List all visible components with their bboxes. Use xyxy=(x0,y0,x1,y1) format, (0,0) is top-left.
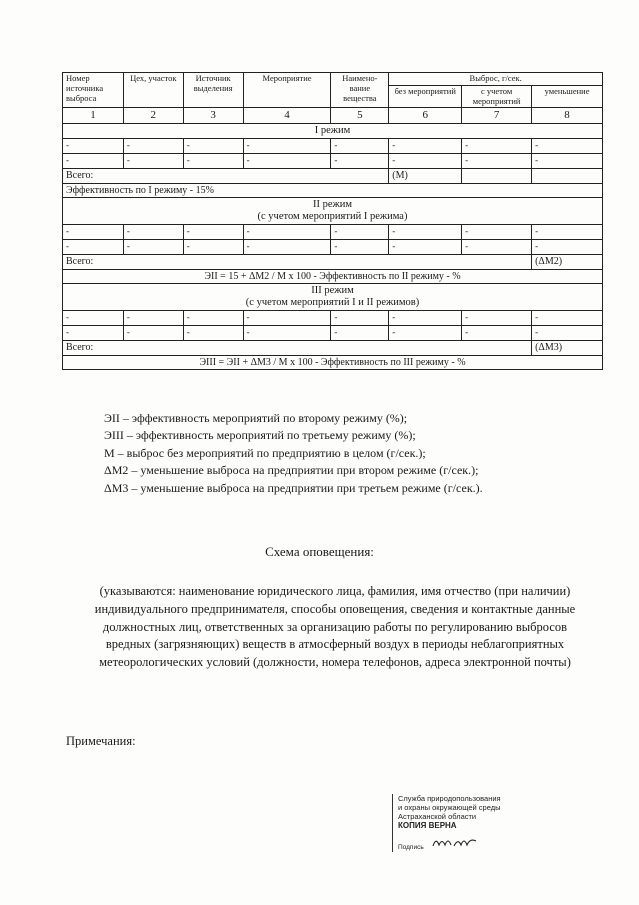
table-row xyxy=(63,311,603,326)
emissions-table xyxy=(62,72,603,370)
empty-cell: - xyxy=(63,154,124,169)
empty-cell: - xyxy=(183,326,243,341)
empty-cell: - xyxy=(63,225,124,240)
column-number: 5 xyxy=(331,108,389,124)
column-number: 2 xyxy=(123,108,183,124)
empty-cell: - xyxy=(123,225,183,240)
empty-cell: - xyxy=(243,240,331,255)
col-header-substance: Наимено-вание вещества xyxy=(331,73,389,108)
certification-stamp xyxy=(392,794,524,852)
table-row xyxy=(63,225,603,240)
col-header-workshop: Цех, участок xyxy=(123,73,183,108)
total-row xyxy=(63,255,603,270)
table-row xyxy=(63,240,603,255)
col-header-with-measures: с учетом мероприятий xyxy=(462,85,532,108)
col-header-measure: Мероприятие xyxy=(243,73,331,108)
mode2-subtitle: (с учетом мероприятий I режима) xyxy=(257,211,408,223)
total-row xyxy=(63,341,603,356)
mode2-heading xyxy=(63,198,603,225)
mode2-title: II режим xyxy=(312,199,353,210)
col-header-without-measures: без мероприятий xyxy=(389,85,462,108)
empty-cell: - xyxy=(243,139,331,154)
stamp-line: и охраны окружающей среды xyxy=(398,803,501,812)
empty-cell: - xyxy=(331,240,389,255)
empty-cell: - xyxy=(63,240,124,255)
mode2-formula: ЭII = 15 + ΔМ2 / М х 100 - Эффективность по II режиму - % xyxy=(63,269,603,284)
empty-cell: - xyxy=(389,240,462,255)
col-header-reduction: уменьшение xyxy=(532,85,603,108)
empty-cell: - xyxy=(389,154,462,169)
empty-cell: - xyxy=(462,139,532,154)
signature-scribble-icon xyxy=(432,835,478,849)
empty-cell: - xyxy=(123,326,183,341)
signature-label: Подпись xyxy=(398,843,424,851)
definition-item: ЭII – эффективность мероприятий по второму режиму (%); xyxy=(104,411,408,425)
table-row xyxy=(63,139,603,154)
empty-cell: - xyxy=(462,326,532,341)
empty-cell: - xyxy=(532,311,603,326)
empty-cell: - xyxy=(183,311,243,326)
stamp-signature-row xyxy=(398,835,524,854)
mode1-total-mark: (М) xyxy=(389,169,462,184)
empty-cell: - xyxy=(331,139,389,154)
empty-cell: - xyxy=(183,240,243,255)
empty-cell: - xyxy=(331,154,389,169)
table-row xyxy=(63,154,603,169)
total-row xyxy=(63,169,603,184)
empty-cell: - xyxy=(331,311,389,326)
mode2-total-label: Всего: xyxy=(63,255,532,270)
column-number-row xyxy=(63,108,603,124)
empty-cell: - xyxy=(183,154,243,169)
empty-cell: - xyxy=(389,139,462,154)
mode1-total-label: Всего: xyxy=(63,169,389,184)
definition-item: М – выброс без мероприятий по предприятию в целом (г/сек.); xyxy=(104,445,426,460)
mode2-total-mark: (ΔМ2) xyxy=(532,255,603,270)
empty-cell: - xyxy=(63,311,124,326)
mode3-title: III режим xyxy=(311,285,354,297)
empty-cell: - xyxy=(63,139,124,154)
empty-cell: - xyxy=(243,154,331,169)
empty-cell: - xyxy=(123,240,183,255)
empty-cell: - xyxy=(532,139,603,154)
scheme-body: (указываются: наименование юридического лица, фамилия, имя отчество (при наличии) индивидуального предпринимателя, способы оповещения, сведения и контактные данные должностных лиц, ответственных за организацию работы по регулированию выбросов вредных (загрязняющих) веществ в атмосферный воздух в периоды неблагоприятных метеорологических условий (должности, номера телефонов, адреса электронной почты) xyxy=(94,584,576,669)
column-number: 1 xyxy=(63,108,124,124)
mode3-total-label: Всего: xyxy=(63,341,532,356)
stamp-line: Астраханской области xyxy=(398,812,477,821)
empty-cell: - xyxy=(462,240,532,255)
mode3-total-mark: (ΔМ3) xyxy=(532,341,603,356)
column-number: 4 xyxy=(243,108,331,124)
col-header-emission-group: Выброс, г/сек. xyxy=(389,73,603,86)
empty-cell: - xyxy=(331,326,389,341)
empty-cell: - xyxy=(462,311,532,326)
table-row xyxy=(63,326,603,341)
empty-cell: - xyxy=(243,326,331,341)
col-header-source-number: Номер источника выброса xyxy=(63,73,124,108)
definition-item: ЭIII – эффективность мероприятий по третьему режиму (%); xyxy=(104,428,416,443)
empty-cell: - xyxy=(532,154,603,169)
empty-cell: - xyxy=(389,311,462,326)
empty-cell: - xyxy=(389,225,462,240)
empty-cell: - xyxy=(243,311,331,326)
stamp-line: Служба природопользования xyxy=(398,794,501,803)
mode3-formula: ЭIII = ЭII + ΔМ3 / М х 100 - Эффективность по III режиму - % xyxy=(63,355,603,370)
mode1-title: I режим xyxy=(63,123,603,138)
definitions-list xyxy=(104,410,483,497)
definition-item: ΔМ2 – уменьшение выброса на предприятии при втором режиме (г/сек.); xyxy=(104,463,479,478)
empty-cell: - xyxy=(123,311,183,326)
notes-label: Примечания: xyxy=(66,734,136,748)
column-number: 3 xyxy=(183,108,243,124)
empty-cell: - xyxy=(331,225,389,240)
empty-cell: - xyxy=(183,139,243,154)
handwritten-signature xyxy=(432,837,478,853)
empty-cell: - xyxy=(123,139,183,154)
stamp-copy-verified: КОПИЯ ВЕРНА xyxy=(398,821,457,830)
empty-cell: - xyxy=(243,225,331,240)
mode3-heading xyxy=(63,284,603,311)
empty-cell: - xyxy=(532,225,603,240)
empty-cell: - xyxy=(123,154,183,169)
definition-item: ΔМ3 – уменьшение выброса на предприятии при третьем режиме (г/сек.). xyxy=(104,480,483,495)
empty-cell: - xyxy=(462,225,532,240)
header-row xyxy=(63,73,603,86)
column-number: 7 xyxy=(462,108,532,124)
column-number: 8 xyxy=(532,108,603,124)
empty-cell: - xyxy=(63,326,124,341)
empty-cell: - xyxy=(183,225,243,240)
empty-cell: - xyxy=(532,326,603,341)
mode1-efficiency: Эффективность по I режиму - 15% xyxy=(63,183,603,198)
col-header-emission-source: Источник выделения xyxy=(183,73,243,108)
mode3-subtitle: (с учетом мероприятий I и II режимов) xyxy=(245,297,420,309)
scheme-title: Схема оповещения: xyxy=(265,544,374,559)
column-number: 6 xyxy=(389,108,462,124)
empty-cell: - xyxy=(532,240,603,255)
empty-cell: - xyxy=(389,326,462,341)
empty-cell: - xyxy=(462,154,532,169)
